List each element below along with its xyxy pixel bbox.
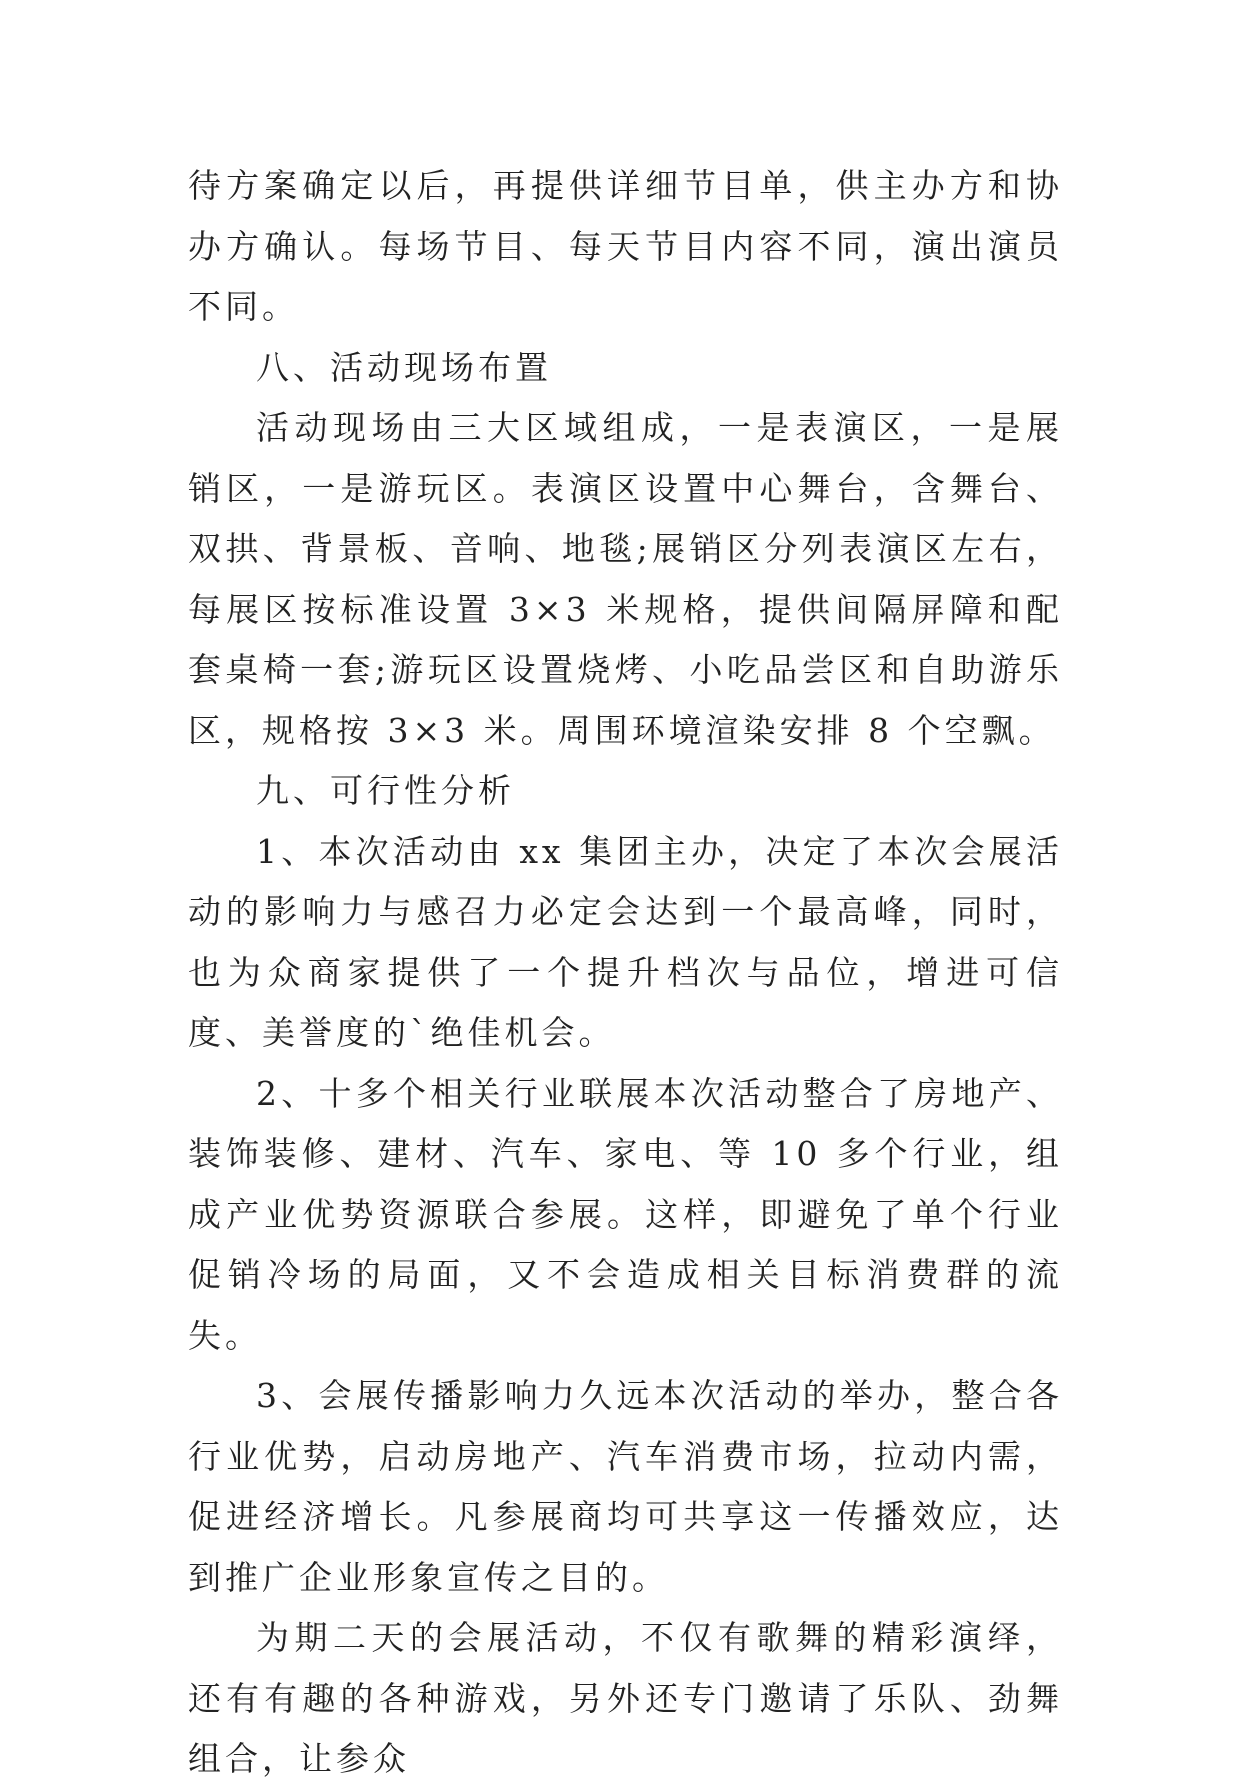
paragraph-site-layout: 活动现场由三大区域组成，一是表演区，一是展销区，一是游玩区。表演区设置中心舞台，含舞台、双拱、背景板、音响、地毯;展销区分列表演区左右，每展区按标准设置 3×3 米规格，提供间隔屏障和配套桌椅一套;游玩区设置烧烤、小吃品尝区和自助游乐区，规格按 3×3 米。周围环境渲染安排 8 个空飘。: [188, 408, 1063, 750]
paragraph-feasibility-1: 1、本次活动由 xx 集团主办，决定了本次会展活动的影响力与感召力必定会达到一个最高峰，同时，也为众商家提供了一个提升档次与品位，增进可信度、美誉度的`绝佳机会。: [188, 831, 1063, 1052]
paragraph-feasibility-3: 3、会展传播影响力久远本次活动的举办，整合各行业优势，启动房地产、汽车消费市场，拉动内需，促进经济增长。凡参展商均可共享这一传播效应，达到推广企业形象宣传之目的。: [188, 1376, 1063, 1597]
paragraph-feasibility-2: 2、十多个相关行业联展本次活动整合了房地产、装饰装修、建材、汽车、家电、等 10 多个行业，组成产业优势资源联合参展。这样，即避免了单个行业促销冷场的局面，又不会造成相关目标消费群的流失。: [188, 1073, 1063, 1355]
document-body: [188, 156, 1063, 1790]
paragraph-program-confirmation: 待方案确定以后，再提供详细节目单，供主办方和协办方确认。每场节目、每天节目内容不同，演出演员不同。: [188, 166, 1063, 326]
section-heading-site-layout: 八、活动现场布置: [256, 347, 552, 387]
paragraph-event-summary: 为期二天的会展活动，不仅有歌舞的精彩演绎，还有有趣的各种游戏，另外还专门邀请了乐队、劲舞组合，让参众: [188, 1618, 1063, 1778]
section-heading-feasibility: 九、可行性分析: [256, 771, 515, 810]
